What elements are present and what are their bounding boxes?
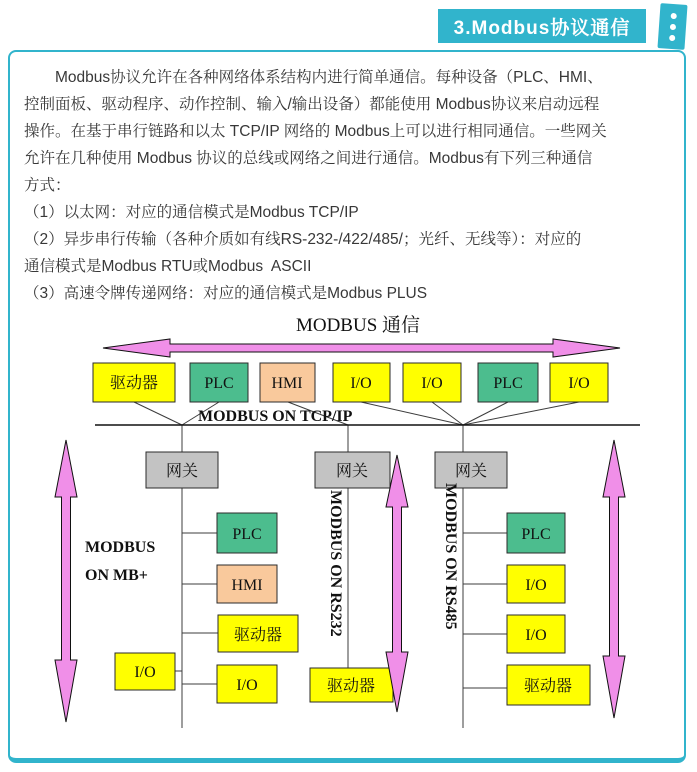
svg-text:I/O: I/O (134, 664, 156, 681)
body-text (24, 64, 676, 307)
paragraph-line: Modbus协议允许在各种网络体系结构内进行简单通信。每种设备（PLC、HMI、 (24, 69, 603, 86)
svg-text:驱动器: 驱动器 (109, 375, 159, 392)
paragraph-line: （2）异步串行传输（各种介质如有线RS-232-/422/485/；光纤、无线等）：对应的 (24, 231, 582, 248)
device-box-driver (507, 665, 590, 705)
svg-text:I/O: I/O (236, 677, 258, 694)
svg-text:HMI: HMI (231, 577, 263, 594)
device-box-plc (507, 513, 565, 553)
dot-icon (670, 12, 676, 18)
gateway-box (146, 452, 218, 488)
svg-text:驱动器: 驱动器 (326, 678, 376, 695)
vertical-span-arrow-right (603, 440, 625, 718)
rs232-bus-label: MODBUS ON RS232 (327, 490, 344, 637)
svg-text:PLC: PLC (232, 526, 262, 543)
mb-bus-label-line2: ON MB+ (85, 567, 148, 584)
paragraph-line: 允许在几种使用 Modbus 协议的总线或网络之间进行通信。Modbus有下列三种通信 (24, 150, 593, 167)
paragraph-line: 操作。在基于串行链路和以太 TCP/IP 网络的 Modbus上可以进行相同通信。一些网关 (24, 123, 607, 140)
device-box-io (550, 363, 608, 402)
dots-menu-badge[interactable] (657, 3, 687, 50)
svg-text:I/O: I/O (350, 375, 372, 392)
device-box-io (507, 615, 565, 653)
svg-text:网关: 网关 (335, 463, 369, 480)
modbus-span-arrow (103, 339, 620, 357)
device-box-plc (478, 363, 538, 402)
device-box-plc (190, 363, 248, 402)
svg-text:I/O: I/O (525, 627, 547, 644)
paragraph-line: 控制面板、驱动程序、动作控制、输入/输出设备）都能使用 Modbus协议来启动远程 (24, 96, 600, 113)
paragraph-line: （1）以太网：对应的通信模式是Modbus TCP/IP (24, 204, 359, 221)
gateway-box (315, 452, 390, 488)
diagram-title: MODBUS 通信 (295, 315, 421, 336)
device-box-driver (218, 615, 298, 652)
tcpip-bus-label: MODBUS ON TCP/IP (198, 408, 353, 425)
rs485-bus-label: MODBUS ON RS485 (442, 483, 459, 630)
device-box-io (115, 653, 175, 690)
svg-text:网关: 网关 (165, 463, 199, 480)
dot-icon (669, 23, 675, 29)
device-box-io (507, 565, 565, 603)
device-box-driver (310, 668, 393, 702)
svg-text:网关: 网关 (454, 463, 488, 480)
paragraph-line: 通信模式是Modbus RTU或Modbus ASCII (24, 258, 312, 275)
svg-text:I/O: I/O (525, 577, 547, 594)
dot-icon (669, 34, 675, 40)
section-tab[interactable]: 3.Modbus协议通信 (438, 9, 646, 43)
device-box-io (403, 363, 461, 402)
svg-text:驱动器: 驱动器 (233, 627, 283, 644)
svg-text:驱动器: 驱动器 (523, 678, 573, 695)
modbus-network-diagram (0, 300, 697, 755)
mb-bus-label-line1: MODBUS (85, 539, 156, 556)
svg-text:HMI: HMI (271, 375, 303, 392)
paragraph-line: （3）高速令牌传递网络：对应的通信模式是Modbus PLUS (24, 285, 428, 302)
device-box-driver (93, 363, 175, 402)
svg-text:PLC: PLC (521, 526, 551, 543)
device-box-io (217, 665, 277, 703)
paragraph-line: 方式： (24, 177, 71, 194)
svg-text:PLC: PLC (493, 375, 523, 392)
vertical-span-arrow-left (55, 440, 77, 722)
device-box-hmi (260, 363, 315, 402)
svg-text:I/O: I/O (568, 375, 590, 392)
device-box-io (333, 363, 390, 402)
svg-text:I/O: I/O (421, 375, 443, 392)
device-box-hmi (217, 565, 277, 603)
device-box-plc (217, 513, 277, 553)
svg-text:PLC: PLC (204, 375, 234, 392)
